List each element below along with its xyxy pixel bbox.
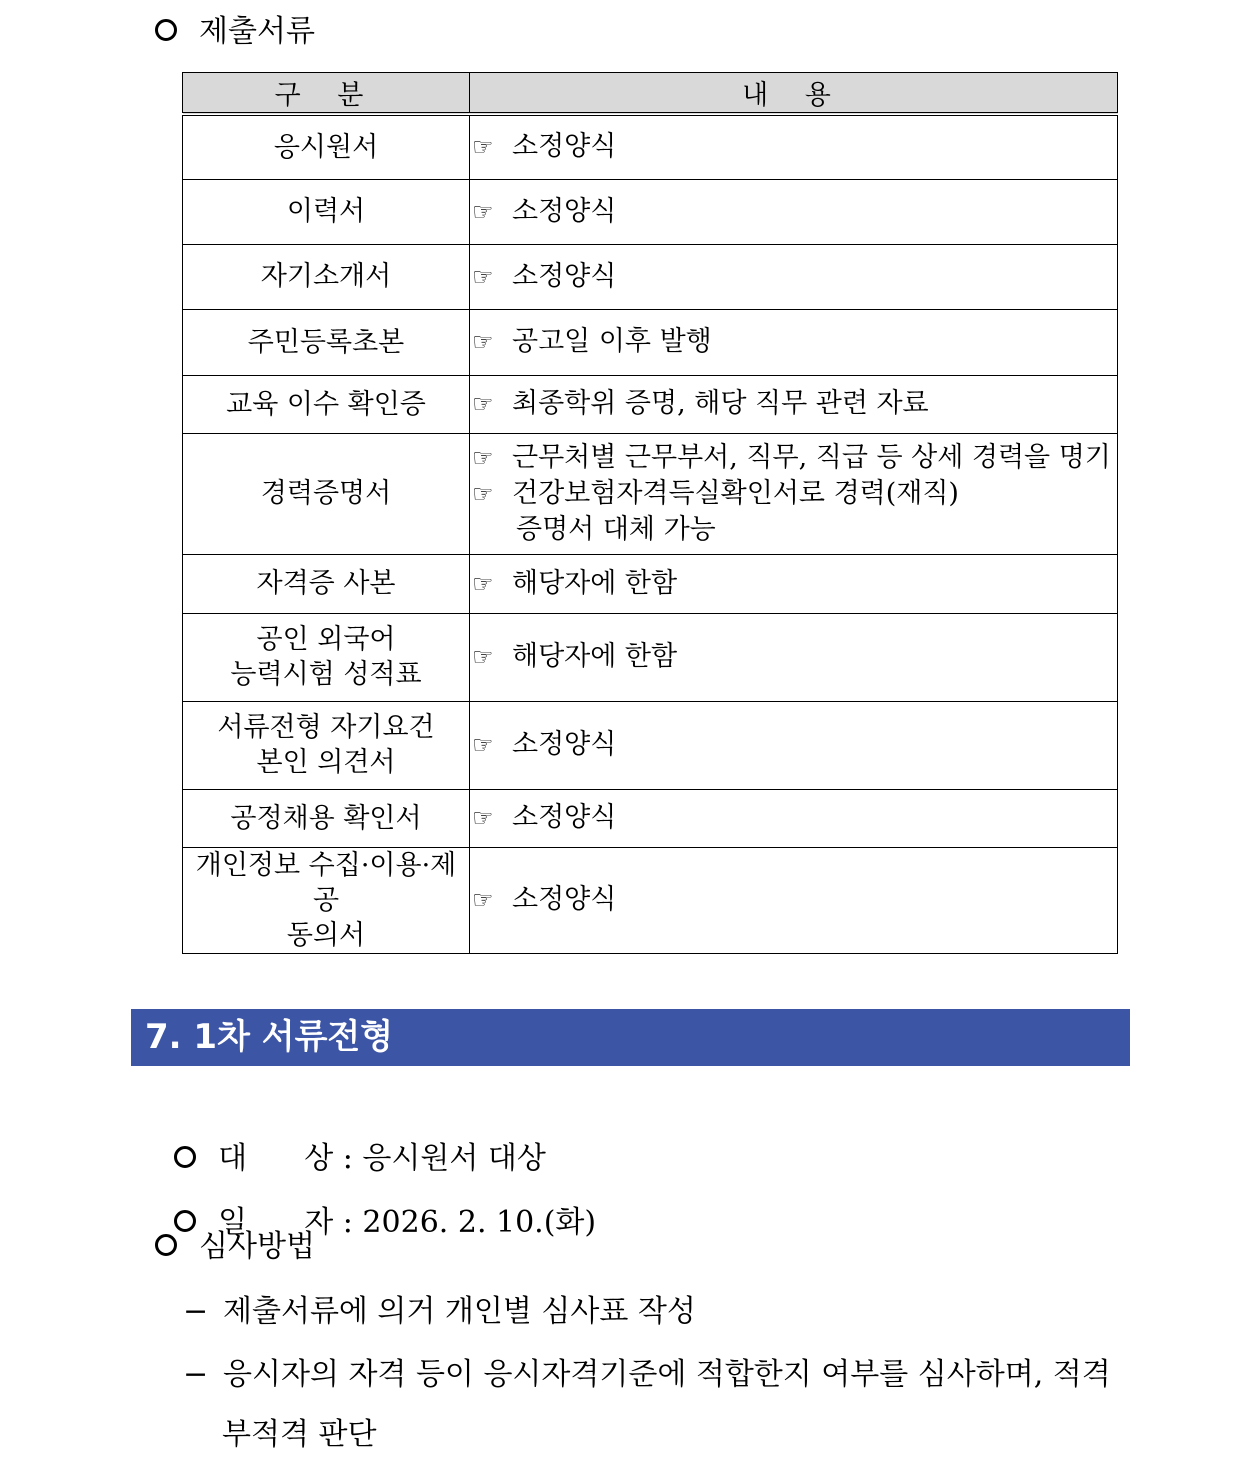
method-item-text: 응시자의 자격 등이 응시자격기준에 적합한지 여부를 심사하며, 적격 bbox=[223, 1357, 1111, 1392]
table-row bbox=[183, 701, 1118, 789]
submission-documents-table bbox=[182, 72, 1118, 954]
document-content-cell bbox=[470, 789, 1118, 847]
document-content-cell bbox=[470, 554, 1118, 613]
method-item-text: 제출서류에 의거 개인별 심사표 작성 bbox=[223, 1294, 696, 1329]
document-content-cell bbox=[470, 114, 1118, 179]
document-content-text: 소정양식 bbox=[512, 131, 617, 163]
submission-heading: 제출서류 bbox=[199, 14, 315, 49]
dash-icon: − bbox=[183, 1357, 209, 1392]
document-name-cell bbox=[183, 244, 470, 309]
document-content-line bbox=[472, 259, 1117, 295]
document-content-cell bbox=[470, 244, 1118, 309]
document-name: 동의서 bbox=[286, 919, 366, 951]
document-name-cell bbox=[183, 613, 470, 701]
document-content-line bbox=[472, 882, 1117, 918]
method-item-2-continuation: 부적격 판단 bbox=[222, 1417, 377, 1452]
table-row bbox=[183, 179, 1118, 244]
pointing-hand-icon: ☞ bbox=[472, 390, 494, 418]
document-name-cell bbox=[183, 701, 470, 789]
table-row bbox=[183, 114, 1118, 179]
pointing-hand-icon: ☞ bbox=[472, 569, 494, 598]
document-content-cell bbox=[470, 433, 1118, 554]
document-content-text: 공고일 이후 발행 bbox=[512, 326, 712, 357]
document-content-text: 소정양식 bbox=[512, 260, 617, 292]
document-name: 자격증 사본 bbox=[256, 568, 396, 599]
method-heading-line bbox=[155, 1227, 315, 1267]
table-row bbox=[183, 375, 1118, 433]
pointing-hand-icon: ☞ bbox=[472, 886, 494, 914]
table-header-row bbox=[183, 73, 1118, 115]
document-content-line bbox=[472, 440, 1117, 476]
document-content-cell bbox=[470, 179, 1118, 244]
document-name: 능력시험 성적표 bbox=[230, 659, 422, 690]
date-text: 일 자 : 2026. 2. 10.(화) bbox=[218, 1205, 597, 1240]
method-item-2 bbox=[183, 1355, 1111, 1395]
hollow-circle-icon bbox=[155, 19, 177, 41]
document-content-text: 해당자에 한함 bbox=[512, 567, 678, 599]
table-row bbox=[183, 789, 1118, 847]
document-name: 서류전형 자기요건 bbox=[217, 712, 435, 743]
section-7-title-bar bbox=[131, 1009, 1130, 1066]
pointing-hand-icon: ☞ bbox=[472, 643, 494, 671]
pointing-hand-icon: ☞ bbox=[472, 262, 494, 291]
submission-heading-line bbox=[155, 12, 315, 52]
document-content-cell bbox=[470, 375, 1118, 433]
document-content-text: 건강보험자격득실확인서로 경력(재직) bbox=[512, 478, 959, 509]
document-name: 자기소개서 bbox=[260, 261, 392, 292]
document-content-text: 소정양식 bbox=[512, 729, 617, 760]
pointing-hand-icon: ☞ bbox=[472, 480, 494, 508]
document-name: 공정채용 확인서 bbox=[230, 802, 422, 834]
document-content-text: 소정양식 bbox=[512, 802, 617, 833]
document-name-cell bbox=[183, 179, 470, 244]
pointing-hand-icon: ☞ bbox=[472, 328, 494, 356]
document-content-text: 해당자에 한함 bbox=[512, 641, 678, 672]
document-name-cell bbox=[183, 789, 470, 847]
document-name: 공인 외국어 bbox=[256, 624, 396, 655]
document-content-line bbox=[472, 324, 1117, 360]
document-name-cell bbox=[183, 554, 470, 613]
document-content-line bbox=[472, 386, 1117, 422]
section-7-title: 7. 1차 서류전형 bbox=[145, 1017, 394, 1057]
table-row bbox=[183, 554, 1118, 613]
pointing-hand-icon: ☞ bbox=[472, 197, 494, 226]
document-content-cell bbox=[470, 701, 1118, 789]
document-content-cell bbox=[470, 613, 1118, 701]
document-content-line bbox=[472, 800, 1117, 836]
document-name: 응시원서 bbox=[273, 131, 379, 163]
pointing-hand-icon: ☞ bbox=[472, 444, 494, 472]
document-name: 교육 이수 확인증 bbox=[226, 388, 426, 420]
document-name: 본인 의견서 bbox=[256, 747, 396, 778]
document-name-cell bbox=[183, 309, 470, 375]
hollow-circle-icon bbox=[155, 1234, 177, 1256]
target-text: 대 상 : 응시원서 대상 bbox=[218, 1141, 546, 1176]
document-name: 경력증명서 bbox=[260, 478, 392, 509]
table-row bbox=[183, 309, 1118, 375]
document-name-cell bbox=[183, 114, 470, 179]
document-name: 개인정보 수집·이용·제공 bbox=[195, 849, 457, 916]
document-name-cell bbox=[183, 375, 470, 433]
document-content-line bbox=[472, 727, 1117, 763]
document-name-cell bbox=[183, 847, 470, 953]
document-content-line bbox=[472, 639, 1117, 675]
document-name-cell bbox=[183, 433, 470, 554]
pointing-hand-icon: ☞ bbox=[472, 804, 494, 832]
dash-icon: − bbox=[183, 1294, 209, 1329]
document-content-text: 증명서 대체 가능 bbox=[516, 514, 716, 545]
table-row bbox=[183, 244, 1118, 309]
pointing-hand-icon: ☞ bbox=[472, 731, 494, 759]
document-content-text: 소정양식 bbox=[512, 195, 617, 227]
document-content-cell bbox=[470, 847, 1118, 953]
document-content-line bbox=[472, 476, 1117, 512]
document-content-text: 근무처별 근무부서, 직무, 직급 등 상세 경력을 명기 bbox=[512, 442, 1111, 473]
document-name: 이력서 bbox=[286, 196, 366, 227]
table-row bbox=[183, 847, 1118, 953]
method-item-1 bbox=[183, 1292, 696, 1332]
table-row bbox=[183, 433, 1118, 554]
table-header-category: 구 분 bbox=[183, 73, 470, 115]
table-header-content: 내 용 bbox=[470, 73, 1118, 115]
pointing-hand-icon: ☞ bbox=[472, 133, 494, 162]
document-content-text: 소정양식 bbox=[512, 884, 617, 915]
document-content-line bbox=[472, 129, 1117, 165]
document-content-cell bbox=[470, 309, 1118, 375]
table-row bbox=[183, 613, 1118, 701]
document-content-line bbox=[472, 566, 1117, 602]
document-name: 주민등록초본 bbox=[247, 326, 405, 358]
document-content-line bbox=[472, 512, 1117, 547]
method-heading: 심사방법 bbox=[199, 1229, 315, 1264]
document-content-line bbox=[472, 194, 1117, 230]
document-content-text: 최종학위 증명, 해당 직무 관련 자료 bbox=[512, 388, 929, 419]
